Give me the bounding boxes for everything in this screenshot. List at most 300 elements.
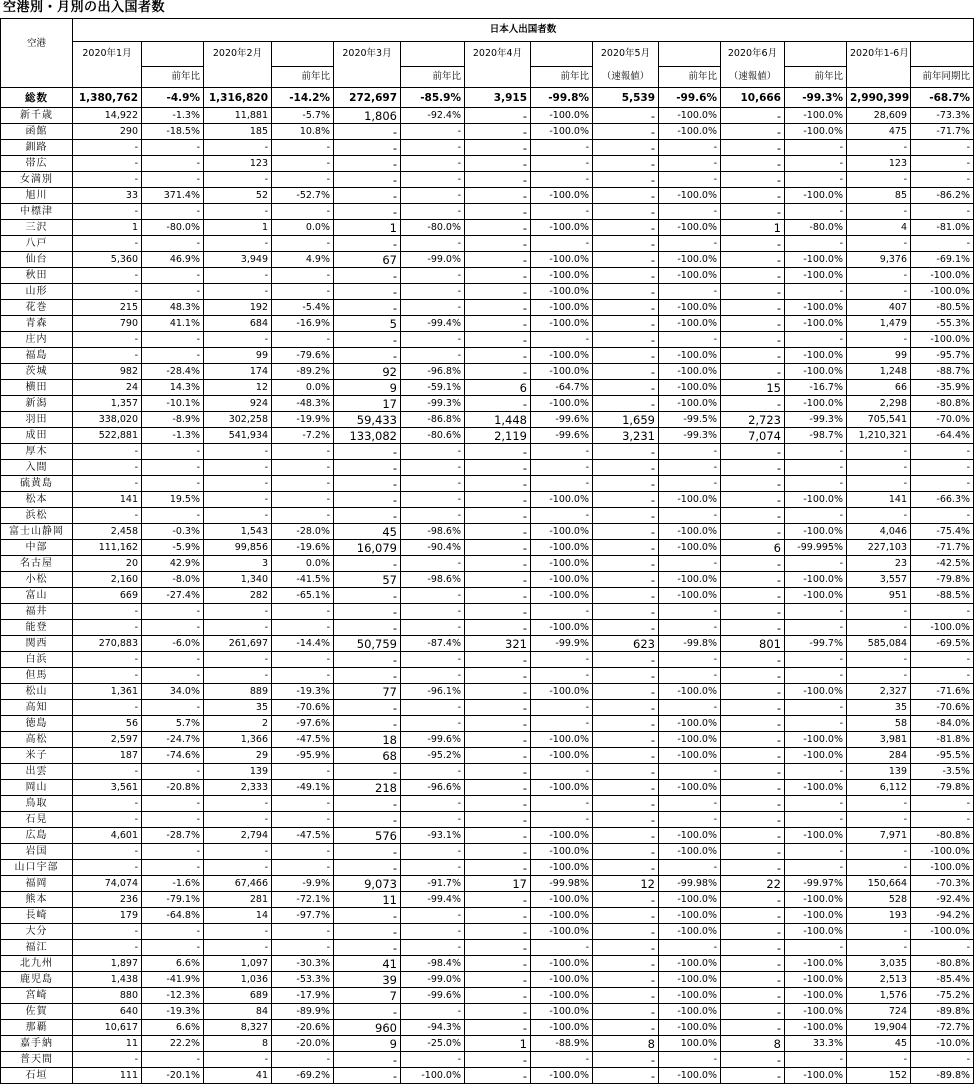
count-cell: - [334, 236, 401, 252]
yoy-cell: -41.9% [142, 972, 204, 988]
count-cell: - [593, 348, 659, 364]
yoy-cell: -100.0% [531, 284, 593, 300]
yoy-header: 前年比 [531, 67, 593, 88]
table-row [1, 236, 974, 252]
yoy-cell: -65.1% [272, 588, 334, 604]
yoy-cell: - [272, 668, 334, 684]
yoy-cell: -6.0% [142, 636, 204, 652]
table-row [1, 780, 974, 796]
table-row [1, 316, 974, 332]
yoy-cell: - [401, 844, 465, 860]
yoy-cell: -100.0% [911, 924, 974, 940]
yoy-cell: - [142, 348, 204, 364]
yoy-cell: -5.9% [142, 540, 204, 556]
count-cell: 4,046 [847, 524, 911, 540]
count-cell: - [465, 828, 531, 844]
airport-name: 白浜 [1, 652, 73, 668]
count-cell: - [334, 812, 401, 828]
yoy-cell: - [911, 668, 974, 684]
count-cell: 1,340 [204, 572, 272, 588]
table-row [1, 284, 974, 300]
yoy-cell: - [142, 924, 204, 940]
count-cell: 24 [73, 380, 142, 396]
yoy-cell: -100.0% [785, 1004, 847, 1020]
count-cell: - [721, 156, 785, 172]
yoy-cell: - [272, 156, 334, 172]
yoy-cell: -70.3% [911, 876, 974, 892]
count-cell: 1,361 [73, 684, 142, 700]
total-row [1, 88, 974, 108]
yoy-cell: - [785, 716, 847, 732]
yoy-cell: - [401, 700, 465, 716]
yoy-cell: -69.1% [911, 252, 974, 268]
airport-name: 中標津 [1, 204, 73, 220]
count-cell: 3,981 [847, 732, 911, 748]
count-cell: 35 [204, 700, 272, 716]
airport-name: 福江 [1, 940, 73, 956]
table-row [1, 524, 974, 540]
table-row [1, 812, 974, 828]
count-cell: - [73, 284, 142, 300]
count-cell: - [204, 268, 272, 284]
count-cell: - [721, 796, 785, 812]
yoy-cell: -97.7% [272, 908, 334, 924]
count-cell: - [465, 316, 531, 332]
yoy-cell: -74.6% [142, 748, 204, 764]
yoy-cell: - [785, 652, 847, 668]
yoy-cell: -100.0% [531, 300, 593, 316]
count-cell: 236 [73, 892, 142, 908]
airport-name: 新潟 [1, 396, 73, 412]
count-cell: - [847, 924, 911, 940]
count-cell: 6 [465, 380, 531, 396]
count-cell: - [593, 972, 659, 988]
yoy-cell: -89.8% [911, 1004, 974, 1020]
yoy-cell: - [531, 764, 593, 780]
count-cell: - [721, 252, 785, 268]
yoy-cell: - [785, 172, 847, 188]
yoy-cell: - [401, 284, 465, 300]
count-cell: - [334, 284, 401, 300]
yoy-cell: - [401, 620, 465, 636]
yoy-cell: - [401, 268, 465, 284]
yoy-cell: -3.5% [911, 764, 974, 780]
count-cell: 270,883 [73, 636, 142, 652]
airport-name: 新千歳 [1, 108, 73, 124]
yoy-cell: -100.0% [531, 492, 593, 508]
yoy-cell: - [531, 332, 593, 348]
count-cell: 982 [73, 364, 142, 380]
count-cell: - [721, 828, 785, 844]
count-cell: - [593, 108, 659, 124]
count-cell: - [465, 732, 531, 748]
yoy-cell: -59.1% [401, 380, 465, 396]
count-cell: - [593, 860, 659, 876]
airport-name: 硫黄島 [1, 476, 73, 492]
yoy-cell: - [401, 812, 465, 828]
count-cell: - [593, 796, 659, 812]
table-row [1, 124, 974, 140]
count-cell: - [721, 924, 785, 940]
yoy-cell: - [785, 620, 847, 636]
count-cell: - [204, 812, 272, 828]
count-cell: - [204, 492, 272, 508]
yoy-cell: -10.0% [911, 1036, 974, 1052]
airport-name: 関西 [1, 636, 73, 652]
table-row [1, 988, 974, 1004]
count-cell: - [721, 620, 785, 636]
yoy-cell: -79.8% [911, 572, 974, 588]
count-cell: 33 [73, 188, 142, 204]
airport-name: 石見 [1, 812, 73, 828]
month-sub-header [465, 67, 531, 88]
count-cell: 99 [847, 348, 911, 364]
yoy-cell: -99.7% [785, 636, 847, 652]
yoy-cell: - [911, 476, 974, 492]
yoy-cell: - [401, 188, 465, 204]
table-row [1, 876, 974, 892]
yoy-cell: 33.3% [785, 1036, 847, 1052]
yoy-cell: - [401, 332, 465, 348]
yoy-cell: - [785, 236, 847, 252]
count-cell: - [204, 284, 272, 300]
count-cell: - [593, 316, 659, 332]
yoy-cell: - [401, 140, 465, 156]
count-cell: - [334, 172, 401, 188]
yoy-cell: -99.6% [531, 428, 593, 444]
yoy-cell: - [401, 908, 465, 924]
yoy-cell: - [659, 812, 721, 828]
yoy-cell: -71.6% [911, 684, 974, 700]
count-cell: - [847, 860, 911, 876]
count-cell: 1,659 [593, 412, 659, 428]
yoy-cell: - [659, 668, 721, 684]
yoy-cell: -91.7% [401, 876, 465, 892]
count-cell: - [847, 668, 911, 684]
count-cell: 302,258 [204, 412, 272, 428]
count-cell: 1 [465, 1036, 531, 1052]
airport-name: 横田 [1, 380, 73, 396]
yoy-cell: - [785, 556, 847, 572]
yoy-cell: -100.0% [531, 396, 593, 412]
count-cell: - [334, 460, 401, 476]
yoy-cell: -66.3% [911, 492, 974, 508]
table-row [1, 732, 974, 748]
yoy-cell: -84.0% [911, 716, 974, 732]
yoy-cell: -92.4% [401, 108, 465, 124]
count-cell: - [334, 332, 401, 348]
airport-column-header: 空港 [1, 19, 73, 88]
count-cell: - [465, 252, 531, 268]
yoy-cell: -100.0% [531, 1004, 593, 1020]
count-cell: - [721, 780, 785, 796]
month-header-spacer [911, 42, 974, 67]
yoy-cell: 4.9% [272, 252, 334, 268]
airport-name: 名古屋 [1, 556, 73, 572]
yoy-cell: -28.0% [272, 524, 334, 540]
count-cell: - [204, 620, 272, 636]
yoy-cell: - [401, 588, 465, 604]
month-header: 2020年5月 [593, 42, 659, 67]
airport-name: 三沢 [1, 220, 73, 236]
count-cell: - [73, 652, 142, 668]
count-cell: - [721, 476, 785, 492]
count-cell: - [593, 588, 659, 604]
count-cell: 11 [73, 1036, 142, 1052]
count-cell: - [465, 460, 531, 476]
yoy-cell: -99.6% [401, 988, 465, 1004]
yoy-cell: -100.0% [659, 364, 721, 380]
table-row [1, 700, 974, 716]
count-cell: 133,082 [334, 428, 401, 444]
count-cell: 8,327 [204, 1020, 272, 1036]
yoy-cell: -100.0% [785, 972, 847, 988]
yoy-cell: -100.0% [659, 588, 721, 604]
yoy-cell: - [659, 652, 721, 668]
count-cell: 14 [204, 908, 272, 924]
yoy-cell: - [531, 460, 593, 476]
yoy-cell: -80.6% [401, 428, 465, 444]
yoy-cell: -100.0% [785, 908, 847, 924]
yoy-cell: - [142, 764, 204, 780]
yoy-cell: - [401, 300, 465, 316]
yoy-cell: -4.9% [142, 88, 204, 108]
count-cell: - [465, 540, 531, 556]
count-cell: - [593, 124, 659, 140]
yoy-cell: -95.5% [911, 748, 974, 764]
yoy-cell: -20.0% [272, 1036, 334, 1052]
count-cell: - [721, 460, 785, 476]
yoy-cell: - [401, 476, 465, 492]
yoy-cell: - [785, 812, 847, 828]
count-cell: - [847, 444, 911, 460]
yoy-cell: -100.0% [531, 732, 593, 748]
count-cell: 261,697 [204, 636, 272, 652]
yoy-cell: - [272, 140, 334, 156]
yoy-cell: -93.1% [401, 828, 465, 844]
yoy-cell: -100.0% [659, 1068, 721, 1084]
count-cell: - [204, 924, 272, 940]
yoy-cell: -92.4% [911, 892, 974, 908]
count-cell: - [465, 924, 531, 940]
count-cell: - [593, 652, 659, 668]
table-row [1, 956, 974, 972]
yoy-cell: -55.3% [911, 316, 974, 332]
count-cell: - [465, 556, 531, 572]
count-cell: - [721, 956, 785, 972]
count-cell: - [465, 956, 531, 972]
count-cell: - [465, 972, 531, 988]
yoy-cell: -20.6% [272, 1020, 334, 1036]
count-cell: - [593, 444, 659, 460]
count-cell: - [73, 332, 142, 348]
count-cell: - [593, 812, 659, 828]
count-cell: 1,366 [204, 732, 272, 748]
yoy-cell: -100.0% [785, 364, 847, 380]
yoy-cell: - [401, 460, 465, 476]
count-cell: - [465, 940, 531, 956]
yoy-cell: - [272, 172, 334, 188]
count-cell: 4,601 [73, 828, 142, 844]
count-cell: 705,541 [847, 412, 911, 428]
yoy-cell: -99.5% [659, 412, 721, 428]
airport-name: 成田 [1, 428, 73, 444]
yoy-cell: -100.0% [785, 524, 847, 540]
airport-name: 那覇 [1, 1020, 73, 1036]
yoy-cell: -41.5% [272, 572, 334, 588]
count-cell: 139 [204, 764, 272, 780]
count-cell: - [465, 604, 531, 620]
yoy-cell: - [401, 508, 465, 524]
yoy-cell: -70.6% [911, 700, 974, 716]
count-cell: 585,084 [847, 636, 911, 652]
table-row [1, 348, 974, 364]
table-row [1, 588, 974, 604]
yoy-cell: - [272, 940, 334, 956]
airport-name: 富山 [1, 588, 73, 604]
yoy-cell: -100.0% [659, 748, 721, 764]
count-cell: 1,210,321 [847, 428, 911, 444]
count-cell: - [721, 604, 785, 620]
airport-name: 石垣 [1, 1068, 73, 1084]
count-cell: - [204, 1052, 272, 1068]
count-cell: - [721, 588, 785, 604]
count-cell: - [593, 844, 659, 860]
yoy-cell: - [531, 236, 593, 252]
count-cell: 2,327 [847, 684, 911, 700]
count-cell: - [721, 124, 785, 140]
count-cell: 1 [73, 220, 142, 236]
count-cell: - [465, 1004, 531, 1020]
airport-name: 長崎 [1, 908, 73, 924]
count-cell: - [73, 508, 142, 524]
count-cell: - [847, 268, 911, 284]
airport-name: 出雲 [1, 764, 73, 780]
month-header: 2020年6月 [721, 42, 785, 67]
count-cell: - [73, 236, 142, 252]
count-cell: - [334, 652, 401, 668]
yoy-cell: -100.0% [785, 188, 847, 204]
count-cell: - [721, 188, 785, 204]
count-cell: - [593, 908, 659, 924]
yoy-cell: -89.8% [911, 1068, 974, 1084]
yoy-cell: -1.3% [142, 428, 204, 444]
yoy-cell: - [401, 796, 465, 812]
yoy-cell: - [531, 668, 593, 684]
count-cell: - [334, 620, 401, 636]
count-cell: - [721, 716, 785, 732]
count-cell: 19,904 [847, 1020, 911, 1036]
yoy-cell: - [531, 172, 593, 188]
yoy-cell: -52.7% [272, 188, 334, 204]
yoy-cell: -85.9% [401, 88, 465, 108]
yoy-cell: -100.0% [659, 732, 721, 748]
yoy-cell: -100.0% [531, 1068, 593, 1084]
yoy-cell: - [272, 444, 334, 460]
count-cell: - [721, 940, 785, 956]
yoy-cell: -18.5% [142, 124, 204, 140]
yoy-cell: -100.0% [659, 1004, 721, 1020]
yoy-cell: -100.0% [911, 284, 974, 300]
yoy-cell: - [531, 204, 593, 220]
count-cell: 2,597 [73, 732, 142, 748]
count-cell: 3,561 [73, 780, 142, 796]
yoy-cell: - [272, 268, 334, 284]
count-cell: - [847, 1052, 911, 1068]
yoy-cell: -100.0% [659, 492, 721, 508]
count-cell: 17 [465, 876, 531, 892]
count-cell: 2,298 [847, 396, 911, 412]
count-cell: - [204, 172, 272, 188]
count-cell: 227,103 [847, 540, 911, 556]
airport-name: 羽田 [1, 412, 73, 428]
table-row [1, 892, 974, 908]
count-cell: - [73, 764, 142, 780]
count-cell: - [204, 796, 272, 812]
month-sub-header [334, 67, 401, 88]
count-cell: - [465, 572, 531, 588]
count-cell: 880 [73, 988, 142, 1004]
count-cell: 1 [721, 220, 785, 236]
count-cell: - [593, 204, 659, 220]
count-cell: 67,466 [204, 876, 272, 892]
yoy-cell: -100.0% [785, 1020, 847, 1036]
yoy-cell: 5.7% [142, 716, 204, 732]
count-cell: - [73, 844, 142, 860]
count-cell: 1,897 [73, 956, 142, 972]
count-cell: - [204, 140, 272, 156]
count-cell: - [847, 940, 911, 956]
count-cell: - [593, 684, 659, 700]
yoy-cell: - [659, 140, 721, 156]
count-cell: 407 [847, 300, 911, 316]
count-cell: 2,333 [204, 780, 272, 796]
yoy-cell: - [911, 940, 974, 956]
yoy-cell: - [401, 604, 465, 620]
table-row [1, 492, 974, 508]
yoy-cell: - [911, 508, 974, 524]
count-cell: - [465, 124, 531, 140]
yoy-cell: -100.0% [531, 828, 593, 844]
count-cell: 3,915 [465, 88, 531, 108]
count-cell: - [593, 940, 659, 956]
count-cell: - [334, 508, 401, 524]
count-cell: - [721, 844, 785, 860]
group-header: 日本人出国者数 [73, 19, 974, 42]
count-cell: - [334, 796, 401, 812]
airport-name: 北九州 [1, 956, 73, 972]
yoy-cell: -19.9% [272, 412, 334, 428]
yoy-cell: -89.9% [272, 1004, 334, 1020]
count-cell: - [593, 1068, 659, 1084]
count-cell: - [73, 700, 142, 716]
count-cell: 623 [593, 636, 659, 652]
yoy-cell: -100.0% [659, 908, 721, 924]
count-cell: - [721, 668, 785, 684]
yoy-cell: - [785, 508, 847, 524]
yoy-cell: - [911, 460, 974, 476]
count-cell: - [847, 204, 911, 220]
table-row [1, 604, 974, 620]
yoy-cell: - [531, 444, 593, 460]
count-cell: 576 [334, 828, 401, 844]
count-cell: 185 [204, 124, 272, 140]
airport-name: 八戸 [1, 236, 73, 252]
yoy-cell: 10.8% [272, 124, 334, 140]
yoy-cell: -95.7% [911, 348, 974, 364]
table-row [1, 844, 974, 860]
yoy-cell: -80.8% [911, 396, 974, 412]
